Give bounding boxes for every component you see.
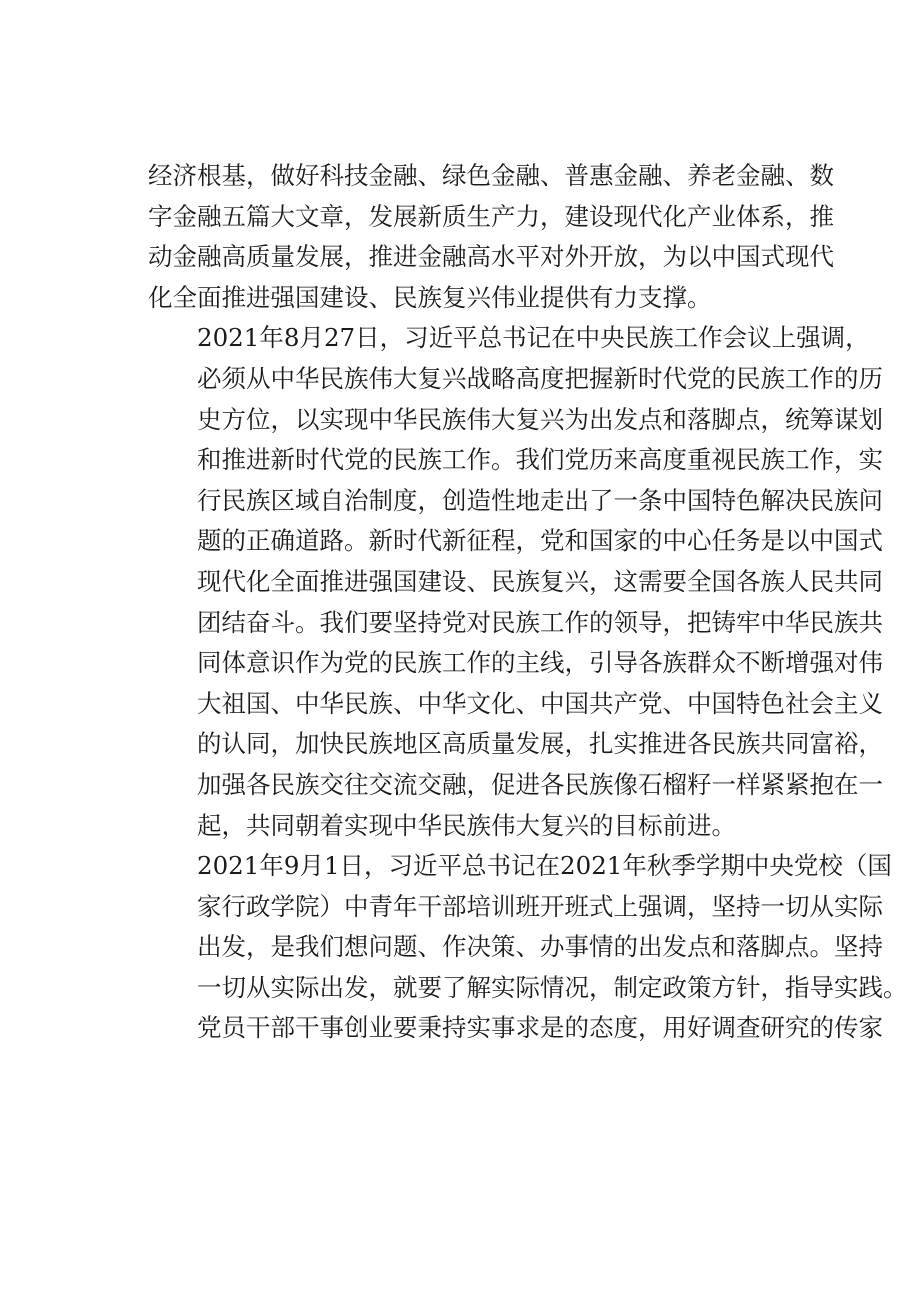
text-line: 化全面推进强国建设、民族复兴伟业提供有力支撑。 [148,282,712,312]
text-line: 起，共同朝着实现中华民族伟大复兴的目标前进。 [197,810,736,840]
text-line: 动金融高质量发展，推进金融高水平对外开放，为以中国式现代 [148,242,834,272]
text-line: 出发，是我们想问题、作决策、办事情的出发点和落脚点。坚持 [197,932,883,962]
text-line: 加强各民族交往交流交融，促进各民族像石榴籽一样紧紧抱在一 [197,769,883,799]
text-line: 2021年9月1日，习近平总书记在2021年秋季学期中央党校（国 [197,851,892,881]
text-line: 党员干部干事创业要秉持实事求是的态度，用好调查研究的传家 [197,1013,883,1043]
text-line: 和推进新时代党的民族工作。我们党历来高度重视民族工作，实 [197,445,883,475]
text-line: 同体意识作为党的民族工作的主线，引导各族群众不断增强对伟 [197,648,883,678]
text-line: 一切从实际出发，就要了解实际情况，制定政策方针，指导实践。 [197,972,908,1002]
text-line: 经济根基，做好科技金融、绿色金融、普惠金融、养老金融、数 [148,161,834,190]
paragraph-finance [148,156,834,318]
text-line: 团结奋斗。我们要坚持党对民族工作的领导，把铸牢中华民族共 [197,607,883,637]
text-line: 大祖国、中华民族、中华文化、中国共产党、中国特色社会主义 [197,688,883,718]
text-line: 史方位，以实现中华民族伟大复兴为出发点和落脚点，统筹谋划 [197,404,883,434]
body-text [148,156,908,1049]
text-line: 2021年8月27日，习近平总书记在中央民族工作会议上强调， [197,323,870,353]
text-line: 行民族区域自治制度，创造性地走出了一条中国特色解决民族问 [197,485,883,515]
text-line: 的认同，加快民族地区高质量发展，扎实推进各民族共同富裕， [197,729,883,759]
paragraph-party-school [148,846,908,1049]
text-line: 家行政学院）中青年干部培训班开班式上强调，坚持一切从实际 [197,891,883,921]
text-line: 字金融五篇大文章，发展新质生产力，建设现代化产业体系，推 [148,201,834,231]
text-line: 必须从中华民族伟大复兴战略高度把握新时代党的民族工作的历 [197,363,883,393]
text-line: 题的正确道路。新时代新征程，党和国家的中心任务是以中国式 [197,526,883,556]
paragraph-ethnic-work [148,318,883,846]
text-line: 现代化全面推进强国建设、民族复兴，这需要全国各族人民共同 [197,566,883,596]
